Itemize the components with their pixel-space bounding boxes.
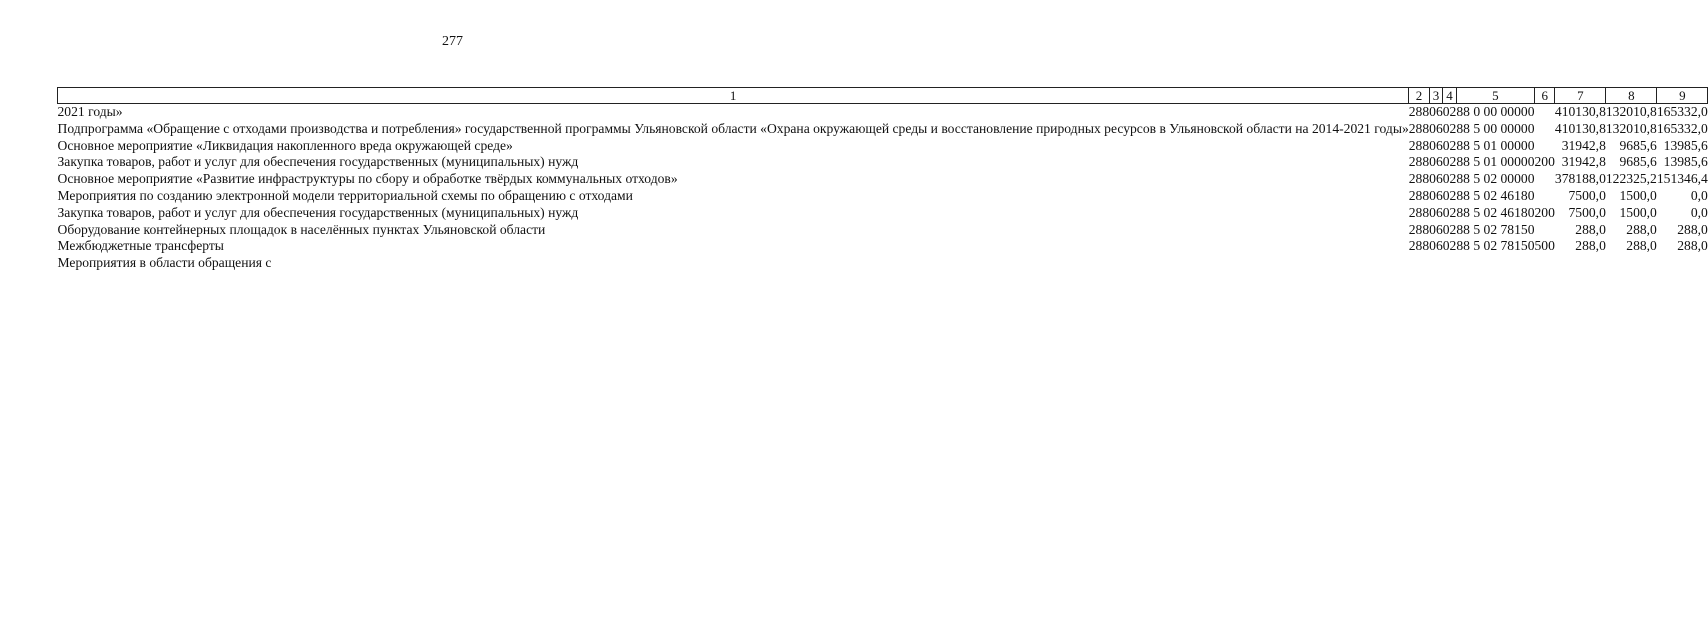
col-8-value: 1500,0 [1619, 204, 1657, 220]
col-3-value: 06 [1429, 104, 1443, 119]
col-9-value: 288,0 [1677, 221, 1708, 237]
col-5-value: 88 5 02 78150 [1456, 238, 1535, 254]
table-row [58, 222, 1708, 239]
col-7-value: 7500,0 [1568, 187, 1606, 203]
col-7-value: 31942,8 [1561, 154, 1606, 170]
header-cell: 9 [1657, 88, 1708, 104]
col-2-value: 288 [1408, 187, 1430, 203]
col-8-value: 9685,6 [1619, 154, 1657, 170]
table-row [58, 255, 1708, 272]
header-row [58, 88, 1708, 104]
col-7-value: 31942,8 [1561, 137, 1606, 153]
col-2-value: 288 [1408, 154, 1430, 170]
col-9-value: 288,0 [1677, 238, 1708, 254]
row-name: Закупка товаров, работ и услуг для обеспечения государственных (муниципальных) нужд [57, 204, 579, 220]
table-row [58, 238, 1708, 255]
col-4-value: 02 [1442, 187, 1457, 203]
col-8-value: 132010,8 [1605, 120, 1657, 136]
col-7-value: 288,0 [1575, 238, 1606, 254]
header-cell: 4 [1443, 88, 1457, 104]
table-row [58, 104, 1708, 121]
col-6-value: 500 [1534, 238, 1555, 254]
row-name: Оборудование контейнерных площадок в населённых пунктах Ульяновской области [57, 221, 546, 237]
table-row [58, 171, 1708, 188]
col-5-value: 88 5 01 00000 [1456, 137, 1535, 153]
col-4-value: 02 [1442, 171, 1457, 187]
row-name: Подпрограмма «Обращение с отходами производства и потребления» государственной программы Ульяновской области «Охрана окружающей среды и восстановление природных ресурсов в Ульяновской области на 2014-2021 годы» [57, 120, 1409, 136]
col-7-value [1555, 255, 1606, 272]
table-row [58, 121, 1708, 138]
col-5-value: 88 5 02 00000 [1456, 171, 1535, 187]
col-2-value: 288 [1408, 104, 1430, 119]
col-4-value: 02 [1442, 238, 1457, 254]
col-4-value [1443, 255, 1457, 272]
col-9-value [1657, 255, 1708, 272]
table-row [58, 154, 1708, 171]
col-2-value [1409, 255, 1429, 272]
col-9-value: 13985,6 [1663, 154, 1708, 170]
col-2-value: 288 [1408, 204, 1430, 220]
table-row [58, 205, 1708, 222]
col-3-value: 06 [1429, 120, 1443, 136]
table-row [58, 138, 1708, 155]
col-2-value: 288 [1408, 120, 1430, 136]
row-name: Закупка товаров, работ и услуг для обеспечения государственных (муниципальных) нужд [57, 154, 579, 170]
col-3-value: 06 [1429, 221, 1443, 237]
header-cell: 5 [1456, 88, 1534, 104]
col-9-value: 165332,0 [1656, 120, 1708, 136]
col-7-value: 410130,8 [1554, 120, 1606, 136]
col-4-value: 02 [1442, 120, 1457, 136]
col-6-value: 200 [1534, 204, 1555, 220]
header-cell: 2 [1409, 88, 1429, 104]
page-number: 277 [442, 34, 463, 49]
col-3-value: 06 [1429, 238, 1443, 254]
header-cell: 6 [1535, 88, 1555, 104]
col-7-value: 7500,0 [1568, 204, 1606, 220]
col-3-value: 06 [1429, 171, 1443, 187]
col-3-value: 06 [1429, 154, 1443, 170]
col-9-value: 0,0 [1690, 187, 1708, 203]
col-9-value: 13985,6 [1663, 137, 1708, 153]
row-name: Межбюджетные трансферты [57, 238, 224, 254]
header-cell: 7 [1555, 88, 1606, 104]
col-5-value: 88 5 02 78150 [1456, 221, 1535, 237]
col-9-value: 0,0 [1690, 204, 1708, 220]
col-2-value: 288 [1408, 221, 1430, 237]
budget-table [57, 87, 1708, 272]
col-2-value: 288 [1408, 238, 1430, 254]
row-name: Мероприятия по созданию электронной модели территориальной схемы по обращению с отходами [57, 187, 633, 203]
col-8-value: 1500,0 [1619, 187, 1657, 203]
row-name: Основное мероприятие «Развитие инфраструктуры по сбору и обработке твёрдых коммунальных отходов» [57, 171, 678, 187]
col-8-value: 288,0 [1626, 238, 1657, 254]
row-name: 2021 годы» [57, 104, 123, 119]
header-cell: 1 [58, 88, 1409, 104]
col-8-value [1606, 255, 1657, 272]
header-cell: 3 [1429, 88, 1443, 104]
col-3-value: 06 [1429, 187, 1443, 203]
col-5-value: 88 5 00 00000 [1456, 120, 1535, 136]
col-8-value: 122325,2 [1605, 171, 1657, 187]
header-cell: 8 [1606, 88, 1657, 104]
col-6-value [1535, 121, 1555, 138]
col-4-value: 02 [1442, 137, 1457, 153]
col-8-value: 288,0 [1626, 221, 1657, 237]
col-3-value: 06 [1429, 204, 1443, 220]
col-3-value: 06 [1429, 137, 1443, 153]
col-6-value [1535, 222, 1555, 239]
col-6-value [1535, 188, 1555, 205]
col-6-value [1535, 255, 1555, 272]
col-7-value: 288,0 [1575, 221, 1606, 237]
col-4-value: 02 [1442, 154, 1457, 170]
col-7-value: 378188,0 [1554, 171, 1606, 187]
col-7-value: 410130,8 [1554, 104, 1606, 119]
col-4-value: 02 [1442, 204, 1457, 220]
col-5-value: 88 5 01 00000 [1456, 154, 1535, 170]
col-6-value [1535, 171, 1555, 188]
table-row [58, 188, 1708, 205]
row-name: Основное мероприятие «Ликвидация накопленного вреда окружающей среде» [57, 137, 513, 153]
col-5-value: 88 5 02 46180 [1456, 204, 1535, 220]
col-2-value: 288 [1408, 171, 1430, 187]
col-8-value: 9685,6 [1619, 137, 1657, 153]
col-8-value: 132010,8 [1605, 104, 1657, 119]
col-5-value: 88 5 02 46180 [1456, 187, 1535, 203]
col-2-value: 288 [1408, 137, 1430, 153]
col-5-value [1456, 255, 1534, 272]
col-4-value: 02 [1442, 221, 1457, 237]
col-6-value [1535, 104, 1555, 121]
col-5-value: 88 0 00 00000 [1456, 104, 1535, 119]
col-6-value: 200 [1534, 154, 1555, 170]
row-name: Мероприятия в области обращения с [57, 255, 272, 271]
col-3-value [1429, 255, 1443, 272]
col-6-value [1535, 138, 1555, 155]
col-9-value: 151346,4 [1656, 171, 1708, 187]
col-9-value: 165332,0 [1656, 104, 1708, 119]
col-4-value: 02 [1442, 104, 1457, 119]
